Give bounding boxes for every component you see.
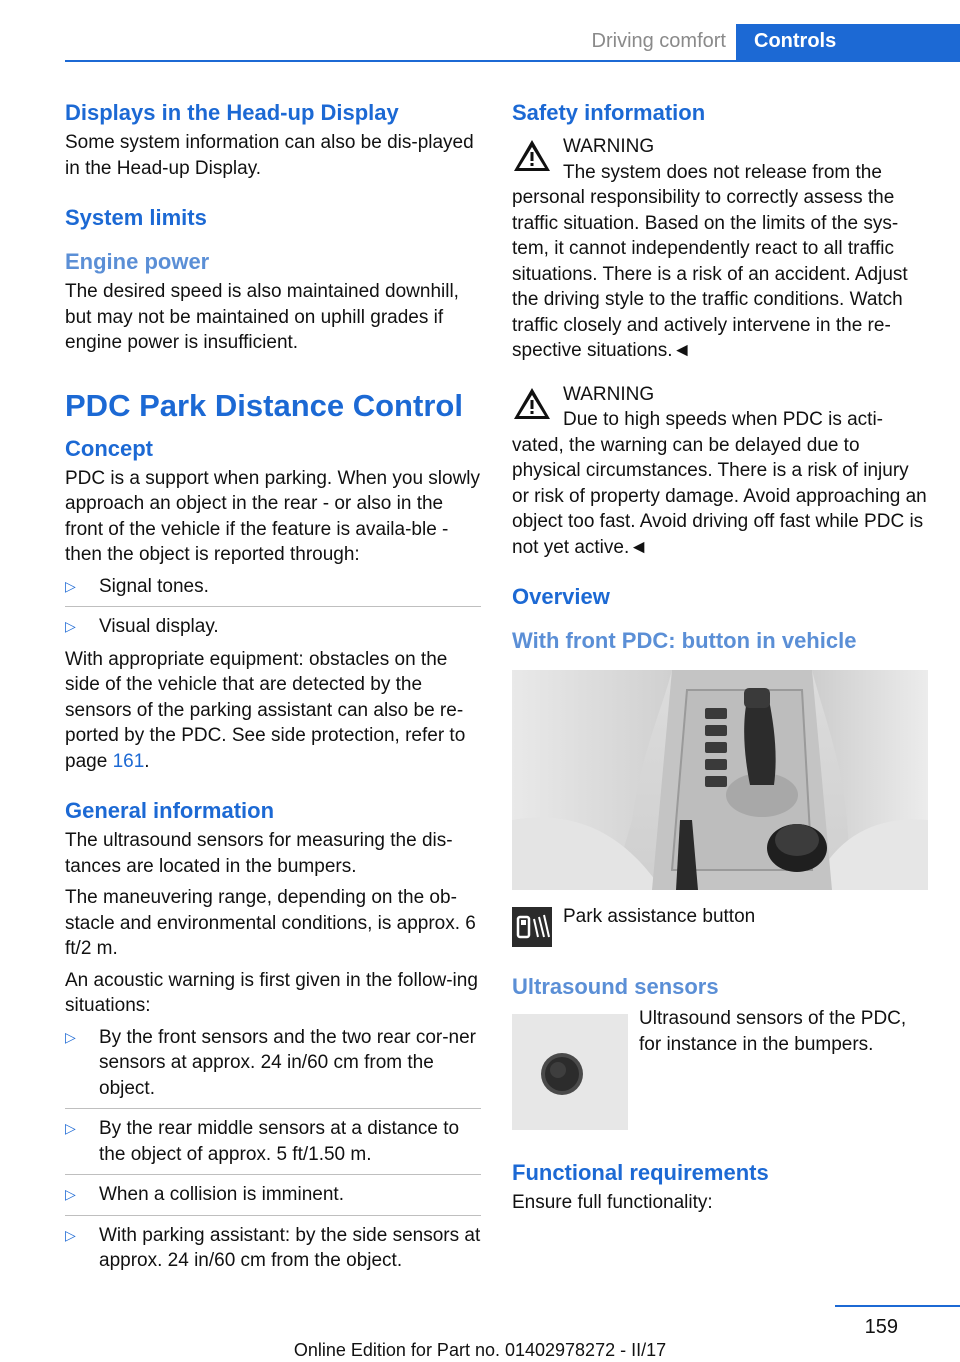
overview-heading: Overview [512, 584, 610, 609]
engine-power-text: The desired speed is also maintained downhill, but may not be maintained on uphill grades if engine power is insufficient. [65, 281, 459, 353]
functional-requirements-heading: Functional requirements [512, 1160, 769, 1185]
header-section-label[interactable]: Driving comfort [591, 30, 726, 52]
list-divider [65, 1174, 481, 1175]
page-reference-link[interactable]: 161 [112, 750, 145, 772]
footer-rule [835, 1305, 960, 1307]
ultrasound-sensors-heading: Ultrasound sensors [512, 974, 719, 999]
engine-power-heading: Engine power [65, 249, 210, 274]
warning-block-2 [512, 382, 928, 561]
right-column [512, 98, 928, 1222]
park-assist-button-label: Park assistance button [563, 906, 756, 927]
equipment-text: With appropriate equipment: obstacles on the side of the vehicle that are detected by the sensors of the parking assistant can also be re-ported by the PDC. See side protection, refer to page 161. [65, 648, 466, 772]
list-item: ▷ Signal tones. [65, 574, 481, 600]
hud-text: Some system information can also be dis-played in the Head-up Display. [65, 132, 474, 179]
header-rule [65, 60, 960, 62]
functional-requirements-text: Ensure full functionality: [512, 1192, 713, 1213]
page-number: 159 [864, 1316, 898, 1338]
bullet-triangle-icon: ▷ [65, 1120, 76, 1136]
warning-title: WARNING [563, 136, 655, 157]
list-item: ▷ Visual display. [65, 614, 481, 640]
concept-text: PDC is a support when parking. When you slowly approach an object in the rear - or also in the front of the vehicle if the feature is availa-ble - then the object is reported through: [65, 467, 481, 565]
general-text-2: The maneuvering range, depending on the ob-stacle and environmental conditions, is approx. 6 ft/2 m. [65, 887, 476, 959]
warning-triangle-icon [512, 138, 552, 174]
general-text-1: The ultrasound sensors for measuring the dis-tances are located in the bumpers. [65, 830, 453, 877]
bullet-triangle-icon: ▷ [65, 1028, 76, 1045]
system-limits-heading: System limits [65, 205, 207, 230]
bullet-triangle-icon: ▷ [65, 1226, 76, 1243]
pdc-chapter-title: PDC Park Distance Control [65, 387, 463, 423]
warning-text: The system does not release from the personal responsibility to correctly assess the traffic situation. Based on the limits of the sys-tem, it cannot independently react to all traffic situations. There is a risk of an accident. Adjust the driving style to the traffic conditions. Watch traffic closely and actively intervene in the re-spective situations.◄ [512, 161, 908, 361]
header-chapter-tab[interactable]: Controls [736, 24, 960, 62]
general-text-3: An acoustic warning is first given in the follow-ing situations: [65, 969, 478, 1016]
bullet-triangle-icon: ▷ [65, 577, 76, 594]
warning-text: Due to high speeds when PDC is acti-vated, the warning can be delayed due to physical circumstances. There is a risk of injury or risk of property damage. Avoid approaching an object too fast. Avoid driving off fast while PDC is not yet active.◄ [512, 409, 927, 558]
park-assist-button-icon[interactable] [512, 907, 552, 947]
concept-list [65, 574, 481, 640]
center-console-photo [512, 670, 928, 890]
front-pdc-heading: With front PDC: button in vehicle [512, 628, 857, 653]
list-item: ▷ By the rear middle sensors at a distance to the object of approx. 5 ft/1.50 m. [65, 1118, 460, 1165]
warning-title: WARNING [563, 383, 655, 405]
left-column [65, 98, 481, 1281]
edition-note: Online Edition for Part no. 01402978272 - II/17 [293, 1340, 667, 1360]
hud-heading: Displays in the Head-up Display [65, 100, 399, 125]
list-divider [65, 1215, 481, 1216]
list-divider [65, 606, 481, 607]
park-assist-button-row [512, 906, 928, 948]
concept-heading: Concept [65, 435, 153, 461]
bullet-triangle-icon: ▷ [65, 1186, 76, 1202]
ultrasound-sensor-photo [512, 1014, 628, 1130]
general-information-heading: General information [65, 798, 275, 823]
list-item: ▷ When a collision is imminent. [65, 1182, 481, 1208]
safety-information-heading: Safety information [512, 100, 706, 125]
warning-triangle-icon [512, 386, 552, 422]
list-divider [65, 1108, 481, 1109]
list-item: ▷ By the front sensors and the two rear cor-ner sensors at approx. 24 in/60 cm from the object. [65, 1026, 477, 1099]
warning-block-1 [512, 134, 928, 364]
list-item: ▷ With parking assistant: by the side sensors at approx. 24 in/60 cm from the object. [65, 1224, 481, 1271]
ultrasound-sensor-text: Ultrasound sensors of the PDC, for instance in the bumpers. [639, 1008, 907, 1055]
acoustic-warning-list [65, 1025, 481, 1274]
ultrasound-sensor-block [512, 1006, 928, 1136]
bullet-triangle-icon: ▷ [65, 618, 76, 634]
